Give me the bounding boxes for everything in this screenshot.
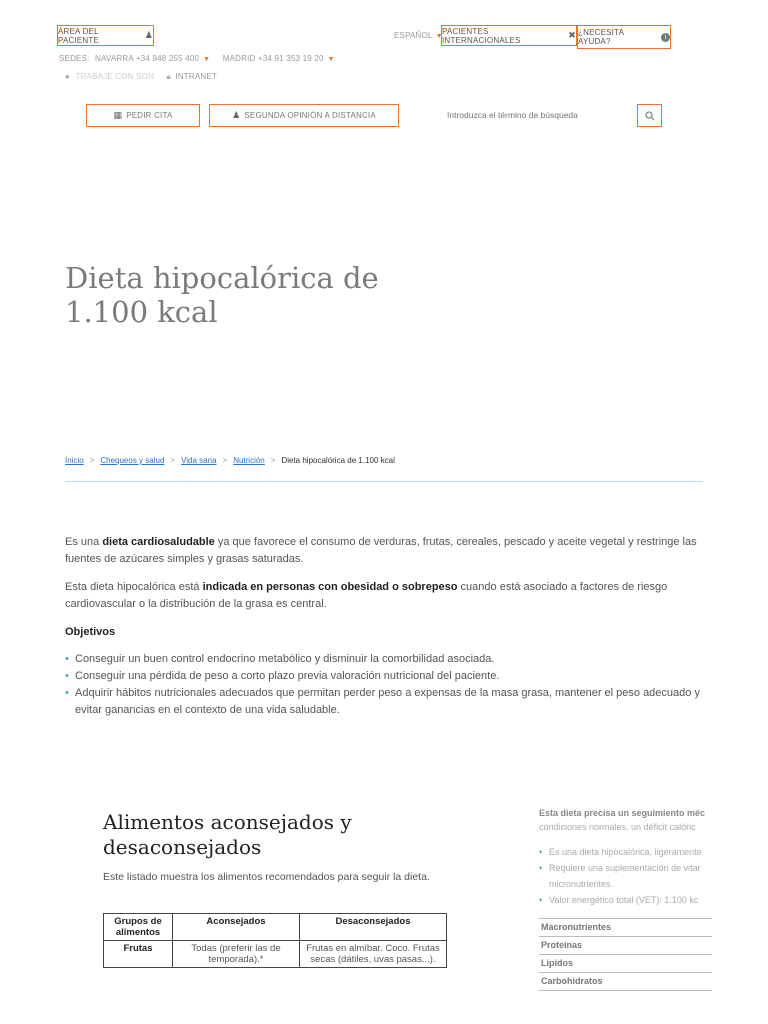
breadcrumb-link-chequeos[interactable]: Chequeos y salud [100, 456, 165, 465]
search-input[interactable] [447, 106, 627, 124]
breadcrumb-link-vida-sana[interactable]: Vida sana [181, 456, 217, 465]
table-header: Aconsejados [173, 914, 300, 941]
breadcrumb-link-inicio[interactable]: Inicio [65, 456, 84, 465]
table-header-row [104, 914, 447, 941]
patient-area-button[interactable] [57, 25, 154, 46]
chevron-down-icon: ▼ [327, 56, 335, 63]
plane-icon: ✖ [568, 30, 576, 40]
user-icon: ♟ [144, 30, 153, 40]
side-heading: Esta dieta precisa un seguimiento méc [539, 808, 706, 818]
intro-paragraph-1: Es una dieta cardiosaludable ya que favorece el consumo de verduras, frutas, cereales, pescado y aceite vegetal y restringe las fuentes de azúcares simples y grasas saturadas. [65, 536, 697, 565]
table-row: Macronutrientes [539, 918, 712, 936]
chevron-down-icon: ▼ [203, 56, 211, 63]
language-selector[interactable] [394, 31, 443, 40]
macros-table [539, 918, 712, 991]
table-cell: Todas (preferir las de temporada).* [173, 941, 300, 968]
table-header: Desaconsejados [300, 914, 447, 941]
sede-madrid[interactable]: MADRID +34 91 353 19 20 ▼ [222, 54, 335, 63]
objectives-list [65, 651, 707, 719]
breadcrumb-divider [65, 481, 703, 482]
language-label: ESPAÑOL [394, 31, 433, 40]
account-icon: ● [65, 72, 71, 81]
list-item: • Adquirir hábitos nutricionales adecuados que permitan perder peso a expensas de la masa grasa, mantener el peso adecuado y evitar ganancias en el contexto de una vida saludable. [65, 685, 707, 719]
sede-navarra[interactable]: NAVARRA +34 948 255 400 ▼ [94, 54, 211, 63]
breadcrumb: Inicio > Chequeos y salud > Vida sana > Nutrición > Dieta hipocalórica de 1.100 kcal [65, 456, 395, 465]
side-subtext: condiciones normales, un déficit calóric [539, 822, 696, 832]
objectives-title: Objetivos [65, 626, 116, 638]
list-item: • Conseguir un buen control endocrino metabólico y disminuir la comorbilidad asociada. [65, 651, 707, 668]
international-label: PACIENTES INTERNACIONALES [442, 26, 521, 45]
foods-table [103, 913, 447, 968]
help-label: ¿NECESITA AYUDA? [578, 28, 624, 46]
chevron-down-icon: ▼ [435, 33, 443, 40]
intro-paragraph-2: Esta dieta hipocalórica está indicada en personas con obesidad o sobrepeso cuando está asociado a factores de riesgo cardiovascular o la distribución de la grasa es central. [65, 581, 668, 610]
table-row: Proteínas [539, 936, 712, 954]
international-patients-button[interactable] [441, 25, 577, 46]
book-label: PEDIR CITA [126, 111, 173, 120]
foods-title: Alimentos aconsejados y desaconsejados [103, 810, 352, 859]
list-item: • Valor energético total (VET): 1.100 kc [539, 892, 712, 908]
secondary-links [65, 72, 217, 82]
patient-area-label: ÁREA DEL PACIENTE [58, 26, 100, 45]
table-row: Carbohidratos [539, 972, 712, 990]
intranet-link[interactable]: INTRANET [175, 72, 218, 81]
search-icon [645, 111, 655, 121]
table-cell: Frutas [104, 941, 173, 968]
table-cell: Frutas en almíbar. Coco. Frutas secas (dátiles, uvas pasas...). [300, 941, 447, 968]
help-button[interactable] [577, 25, 671, 49]
book-appointment-button[interactable] [86, 104, 200, 127]
side-list [539, 844, 712, 908]
sedes-label: SEDES: [59, 54, 90, 63]
side-panel [539, 806, 712, 996]
sedes-row [59, 54, 335, 63]
work-with-us-link[interactable]: TRABAJE CON SON [75, 72, 155, 81]
second-opinion-label: SEGUNDA OPINIÓN A DISTANCIA [244, 111, 376, 120]
table-row [104, 941, 447, 968]
list-item: • Es una dieta hipocalórica, ligeramente [539, 844, 712, 860]
user-icon: ♟ [232, 110, 241, 120]
second-opinion-button[interactable] [209, 104, 399, 127]
page-title: Dieta hipocalórica de 1.100 kcal [65, 261, 379, 329]
list-item: • Conseguir una pérdida de peso a corto plazo previa valoración nutricional del paciente. [65, 668, 707, 685]
lock-icon: 🔒︎ [166, 72, 171, 81]
table-row: Lípidos [539, 954, 712, 972]
breadcrumb-link-nutricion[interactable]: Nutrición [233, 456, 265, 465]
search-button[interactable] [637, 104, 662, 127]
list-item: micronutrientes. [549, 879, 614, 889]
breadcrumb-current: Dieta hipocalórica de 1.100 kcal [281, 456, 395, 465]
table-header: Grupos de alimentos [104, 914, 173, 941]
foods-description: Este listado muestra los alimentos recomendados para seguir la dieta. [103, 871, 430, 883]
list-item: • Requiere una suplementación de vitar [539, 860, 712, 876]
calendar-icon: ▦ [113, 110, 123, 120]
info-icon: i [661, 33, 670, 42]
